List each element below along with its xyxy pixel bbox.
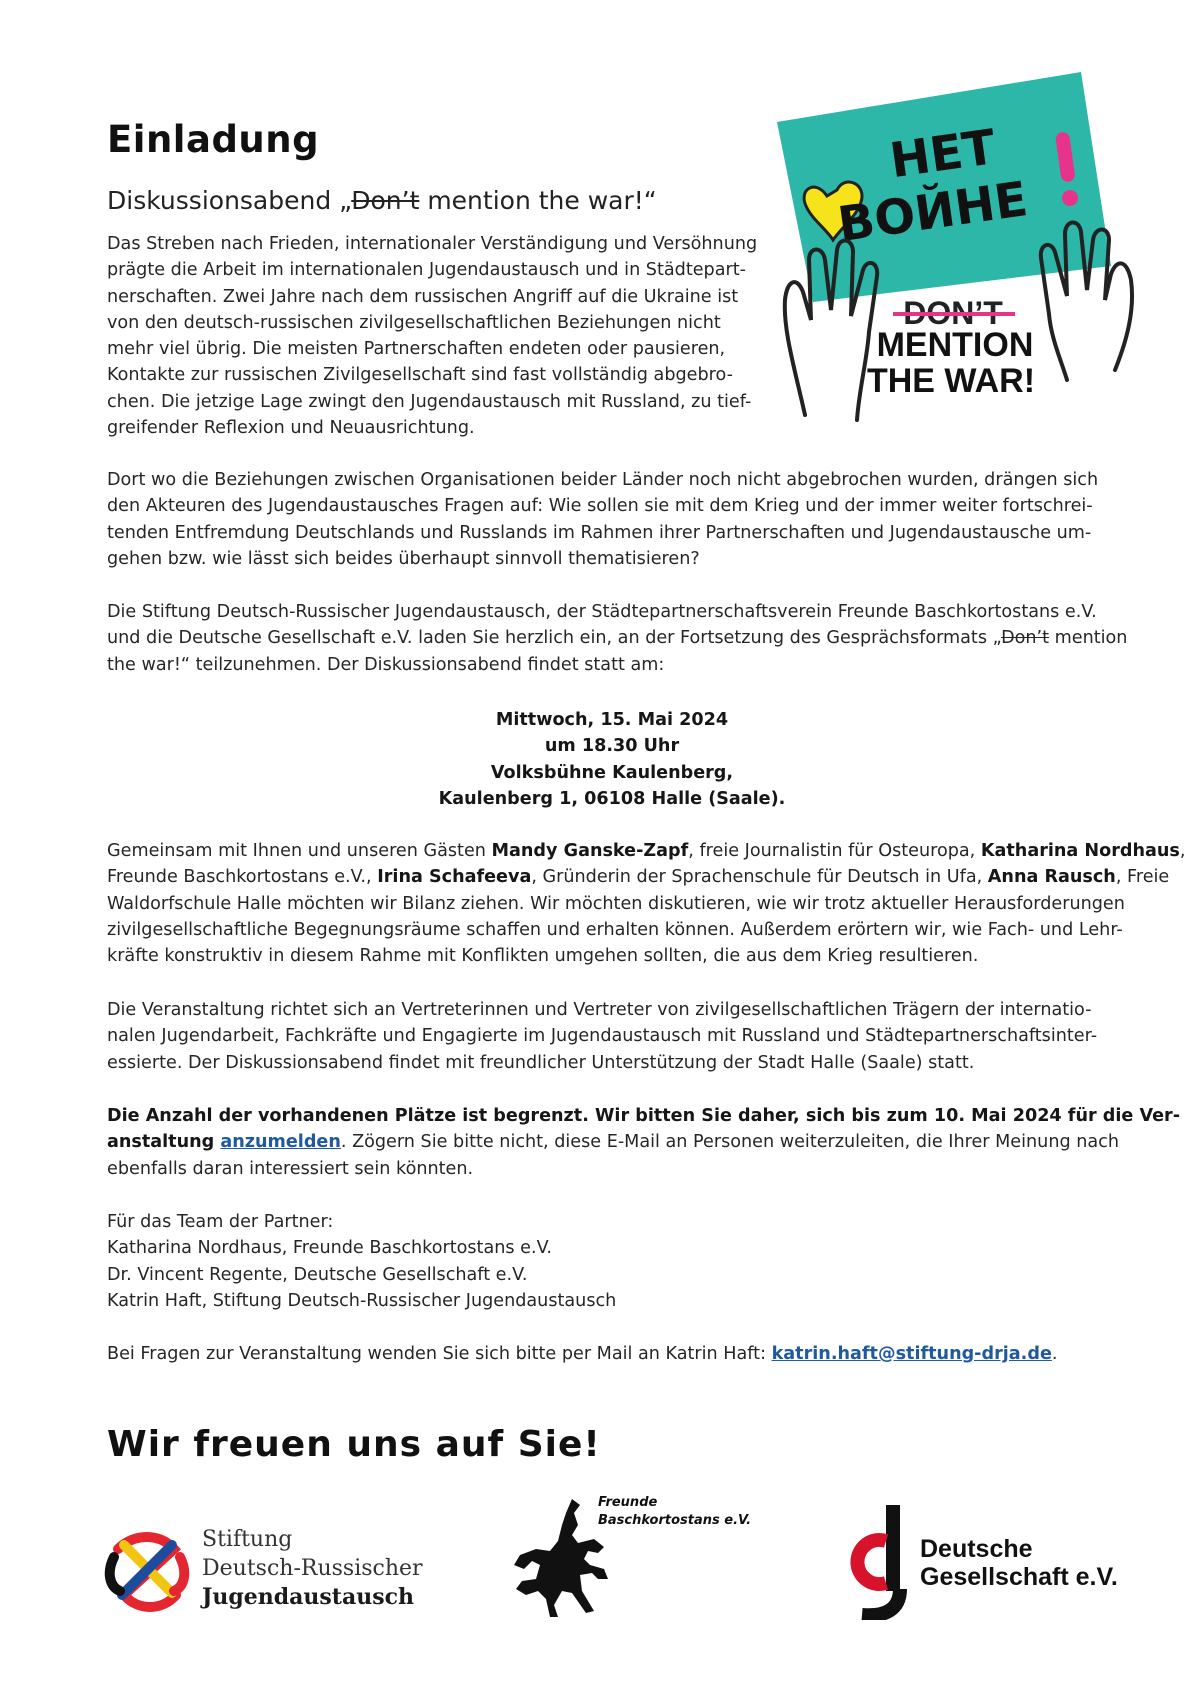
logo-deutsche-gesellschaft: [842, 1505, 1132, 1620]
poster-strike-text: DON’T: [903, 295, 1003, 331]
drja-line3: Jugendaustausch: [202, 1584, 414, 1610]
logo-stiftung-drja: [104, 1525, 434, 1625]
signature-block: Für das Team der Partner: Katharina Nordhaus, Freunde Baschkortostans e.V. Dr. Vincent Regente, Deutsche Gesellschaft e.V. Katrin Haft, Stiftung Deutsch-Russischer Jugendaustausch: [107, 1212, 617, 1311]
page-title: Einladung: [107, 118, 320, 161]
paragraph-audience: Die Veranstaltung richtet sich an Vertreterinnen und Vertreter von zivilgesellschaftlichen Trägern der internatio- nalen Jugendarbeit, Fachkräfte und Engagierte im Jugendaustausch mit Russland und Städtepartnerschaftsinter- essierte. Der Diskussionsabend findet mit freundlicher Unterstützung der Stadt Halle (Saale) statt.: [107, 1000, 1098, 1073]
poster-text-the-war: THE WAR!: [866, 362, 1036, 400]
sign-text-line2: ВОЙНЕ: [834, 171, 1032, 254]
event-date: Mittwoch, 15. Mai 2024: [495, 710, 729, 730]
drja-knot-icon: [104, 1529, 190, 1615]
dg-line1: Deutsche: [920, 1535, 1033, 1563]
paragraph-questions: Dort wo die Beziehungen zwischen Organisationen beider Länder noch nicht abgebrochen wurden, drängen sich den Akteuren des Jugendaustausches Fragen auf: Wie sollen sie mit dem Krieg und der immer weiter fortschrei- tenden Entfremdung Deutschlands und Russlands im Rahmen ihrer Partnerschaften und Jugendaustausche um- gehen bzw. wie lässt sich beides überhaupt sinnvoll thematisieren?: [107, 470, 1099, 569]
logo-freunde-baschkortostans: [508, 1495, 758, 1620]
event-venue: Volksbühne Kaulenberg,: [490, 762, 734, 783]
dg-letter-icon: [842, 1505, 910, 1620]
paragraph-guests: Gemeinsam mit Ihnen und unseren Gästen Mandy Ganske-Zapf, freie Journalistin für Osteuropa, Katharina Nordhaus, Freunde Baschkortostans e.V., Irina Schafeeva, Gründerin der Sprachenschule für Deutsch in Ufa, Anna Rausch, Freie Waldorfschule Halle möchten wir Bilanz ziehen. Wir möchten diskutieren, wie wir trotz aktueller Herausforderungen zivilgesellschaftliche Begegnungsräume schaffen und erhalten können. Außerdem erörtern wir, wie Fach- und Lehr- kräfte konstruktiv in diesem Rahme mit Konflikten umgehen sollten, die aus dem Krieg resultieren.: [107, 841, 1186, 967]
subtitle-prefix: Diskussionsabend „: [107, 186, 352, 215]
fb-line2: Baschkortostans e.V.: [598, 1513, 752, 1528]
closing-heading: Wir freuen uns auf Sie!: [107, 1424, 601, 1465]
dg-line2: Gesellschaft e.V.: [920, 1563, 1118, 1591]
contact-line: Bei Fragen zur Veranstaltung wenden Sie sich bitte per Mail an Katrin Haft: katrin.haft@stiftung-drja.de.: [107, 1344, 1058, 1364]
subtitle-suffix: mention the war!“: [419, 186, 657, 215]
paragraph-invitation: Die Stiftung Deutsch-Russischer Jugendaustausch, der Städtepartnerschaftsverein Freunde Baschkortostans e.V. und die Deutsche Gesellschaft e.V. laden Sie herzlich ein, an der Fortsetzung des Gesprächsformats „Don’t mention the war!“ teilzunehmen. Der Diskussionsabend findet statt am:: [107, 602, 1128, 675]
intro-paragraph: Das Streben nach Frieden, internationaler Verständigung und Versöhnung prägte die Arbeit im internationalen Jugendaustausch und in Städtepart- nerschaften. Zwei Jahre nach dem russischen Angriff auf die Ukraine ist von den deutsch-russischen zivilgesellschaftlichen Beziehungen nicht mehr viel übrig. Die meisten Partnerschaften endeten oder pausieren, Kontakte zur russischen Zivilgesellschaft sind fast vollständig abgebro- chen. Die jetzige Lage zwingt den Jugendaustausch mit Russland, zu tief- greifender Reflexion und Neuausrichtung.: [107, 234, 758, 439]
poster-text-mention: MENTION: [876, 326, 1034, 364]
fb-line1: Freunde: [598, 1495, 658, 1510]
paragraph-registration: Die Anzahl der vorhandenen Plätze ist begrenzt. Wir bitten Sie daher, sich bis zum 10. Mai 2024 für die Ver- anstaltung anzumelden. Zögern Sie bitte nicht, diese E-Mail an Personen weiterzuleiten, die Ihrer Meinung nach ebenfalls daran interessiert sein könnten.: [107, 1106, 1181, 1179]
dont-mention-the-war-poster: [775, 70, 1135, 450]
subtitle-strike: Don’t: [351, 186, 420, 215]
email-link[interactable]: katrin.haft@stiftung-drja.de: [771, 1344, 1052, 1364]
subtitle: [107, 186, 657, 215]
event-time: um 18.30 Uhr: [544, 736, 680, 757]
drja-line2: Deutsch-Russischer: [202, 1556, 423, 1581]
event-details: [107, 707, 1117, 812]
sign-text-line1: НЕТ: [886, 119, 1000, 190]
event-address: Kaulenberg 1, 06108 Halle (Saale).: [438, 788, 786, 809]
drja-line1: Stiftung: [202, 1527, 293, 1552]
register-link[interactable]: anzumelden: [220, 1132, 341, 1153]
